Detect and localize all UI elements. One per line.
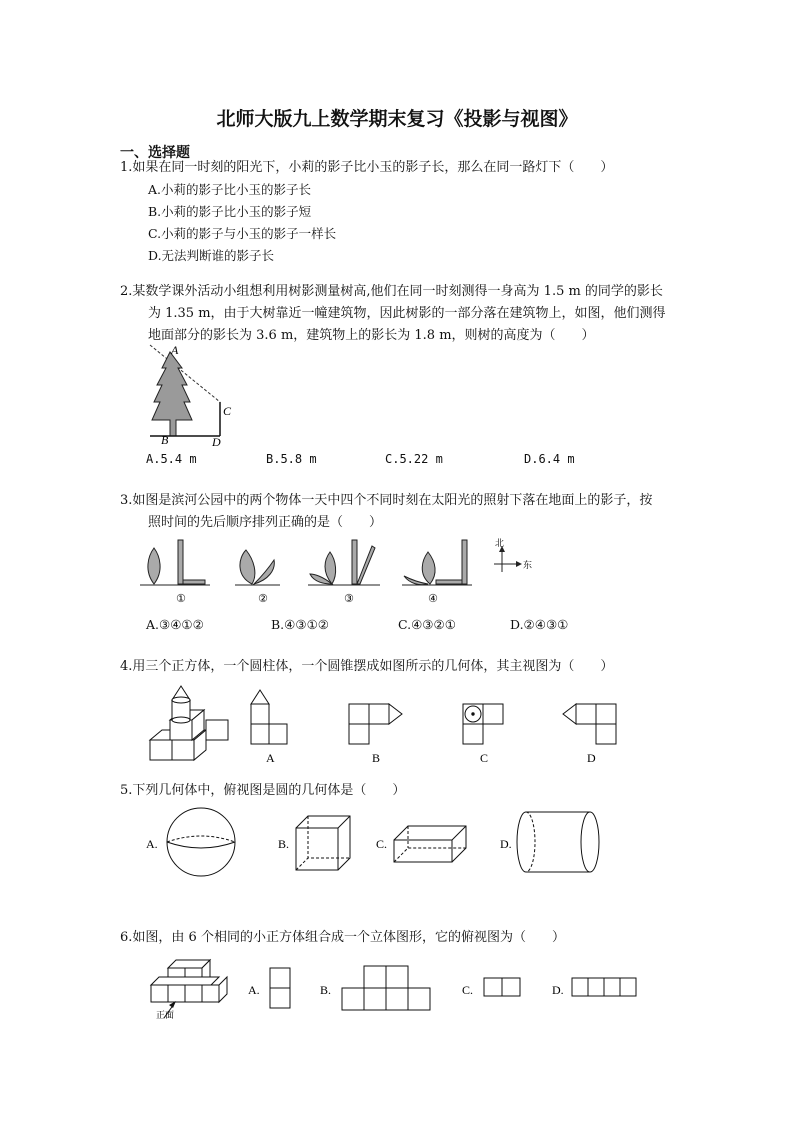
q3-figure-2 [235,550,280,585]
q3-option-a: A.③④①② [146,617,204,632]
question-2 [120,281,705,347]
question-5 [120,780,705,802]
cube-figure[interactable] [296,816,350,870]
q4-label-c: C [480,751,489,765]
q2-point-a: A [171,343,179,357]
q2-option-d: D.6.4 m [524,452,575,466]
question-6 [120,927,705,949]
q1-option-c: C.小莉的影子与小玉的影子一样长 [148,226,337,241]
q4-label-d: D [587,751,596,765]
q3-figure-3-label: ③ [344,592,354,605]
q5-figures [146,806,606,886]
q6-choice-d[interactable] [572,978,636,996]
q2-option-b: B.5.8 m [266,452,317,466]
page-title: 北师大版九上数学期末复习《投影与视图》 [216,108,578,130]
q1-option-a: A.小莉的影子比小玉的影子长 [148,182,312,197]
q3-line-2: 照时间的先后顺序排列正确的是（ ） [148,515,383,530]
q3-option-b: B.④③①② [271,617,329,632]
q2-line-3: 地面部分的影长为 3.6 m，建筑物上的影长为 1.8 m，则树的高度为（ ） [148,328,595,343]
q3-figure-4-label: ④ [428,592,438,605]
section-heading: 一、选择题 [120,145,190,161]
q4-label-b: B [372,751,381,765]
q2-option-c: C.5.22 m [385,452,443,466]
q3-line-1: 3.如图是滨河公园中的两个物体一天中四个不同时刻在太阳光的照射下落在地面上的影子，按 [120,493,653,508]
q2-tree-figure [140,340,240,450]
question-3 [120,490,705,534]
q6-label-b: B. [320,983,332,997]
q6-label-d: D. [552,983,564,997]
q4-choice-b[interactable] [349,704,402,744]
q2-line-1: 2.某数学课外活动小组想利用树影测量树高,他们在同一时刻测得一身高为 1.5 m 的同学的影长 [120,284,663,299]
q6-solid [151,960,227,1002]
compass-icon [494,537,532,572]
q4-solid [150,686,228,760]
q4-choice-a[interactable] [251,690,287,744]
q5-label-d: D. [500,837,512,851]
q3-figure-4 [402,540,472,585]
q3-figure-1-label: ① [176,592,186,605]
q2-point-c: C [223,404,232,418]
q6-choice-c[interactable] [484,978,520,996]
q3-option-d: D.②④③① [510,617,569,632]
q5-label-a: A. [146,837,158,851]
q1-option-b: B.小莉的影子比小玉的影子短 [148,204,312,219]
q6-choice-a[interactable] [270,968,290,1008]
q4-choice-d[interactable] [563,704,616,744]
q3-option-c: C.④③②① [398,617,456,632]
cuboid-figure[interactable] [394,826,466,862]
q2-point-b: B [161,433,169,447]
sphere-figure[interactable] [167,808,235,876]
q6-stem: 6.如图，由 6 个相同的小正方体组合成一个立体图形，它的俯视图为（ ） [120,930,565,945]
q3-figure-1 [140,540,210,585]
q6-label-c: C. [462,983,474,997]
q2-point-d: D [212,435,221,449]
q5-stem: 5.下列几何体中，俯视图是圆的几何体是（ ） [120,783,406,798]
q2-option-a: A.5.4 m [146,452,197,466]
q5-label-b: B. [278,837,290,851]
q3-figure-3 [308,540,380,585]
compass-east-label: 东 [523,561,533,571]
q2-line-2: 为 1.35 m，由于大树靠近一幢建筑物，因此树影的一部分落在建筑物上，如图，他们测得 [148,306,666,321]
q4-choice-c[interactable] [463,704,503,744]
q4-figures [148,686,628,768]
question-4 [120,656,705,678]
q4-stem: 4.用三个正方体，一个圆柱体，一个圆锥摆成如图所示的几何体，其主视图为（ ） [120,659,614,674]
q4-label-a: A [266,751,275,765]
q6-choice-b[interactable] [342,966,430,1010]
q6-figures [148,958,648,1024]
q3-shadow-figures [140,536,540,608]
cylinder-figure[interactable] [517,812,599,872]
q3-figure-2-label: ② [258,592,268,605]
q6-front-label: 正面 [156,1011,175,1021]
q1-option-d: D.无法判断谁的影子长 [148,248,275,263]
question-1-stem: 1.如果在同一时刻的阳光下，小莉的影子比小玉的影子长，那么在同一路灯下（ ） [120,160,614,175]
compass-north-label: 北 [495,539,505,549]
q5-label-c: C. [376,837,388,851]
question-1 [120,157,705,267]
q6-label-a: A. [248,983,260,997]
